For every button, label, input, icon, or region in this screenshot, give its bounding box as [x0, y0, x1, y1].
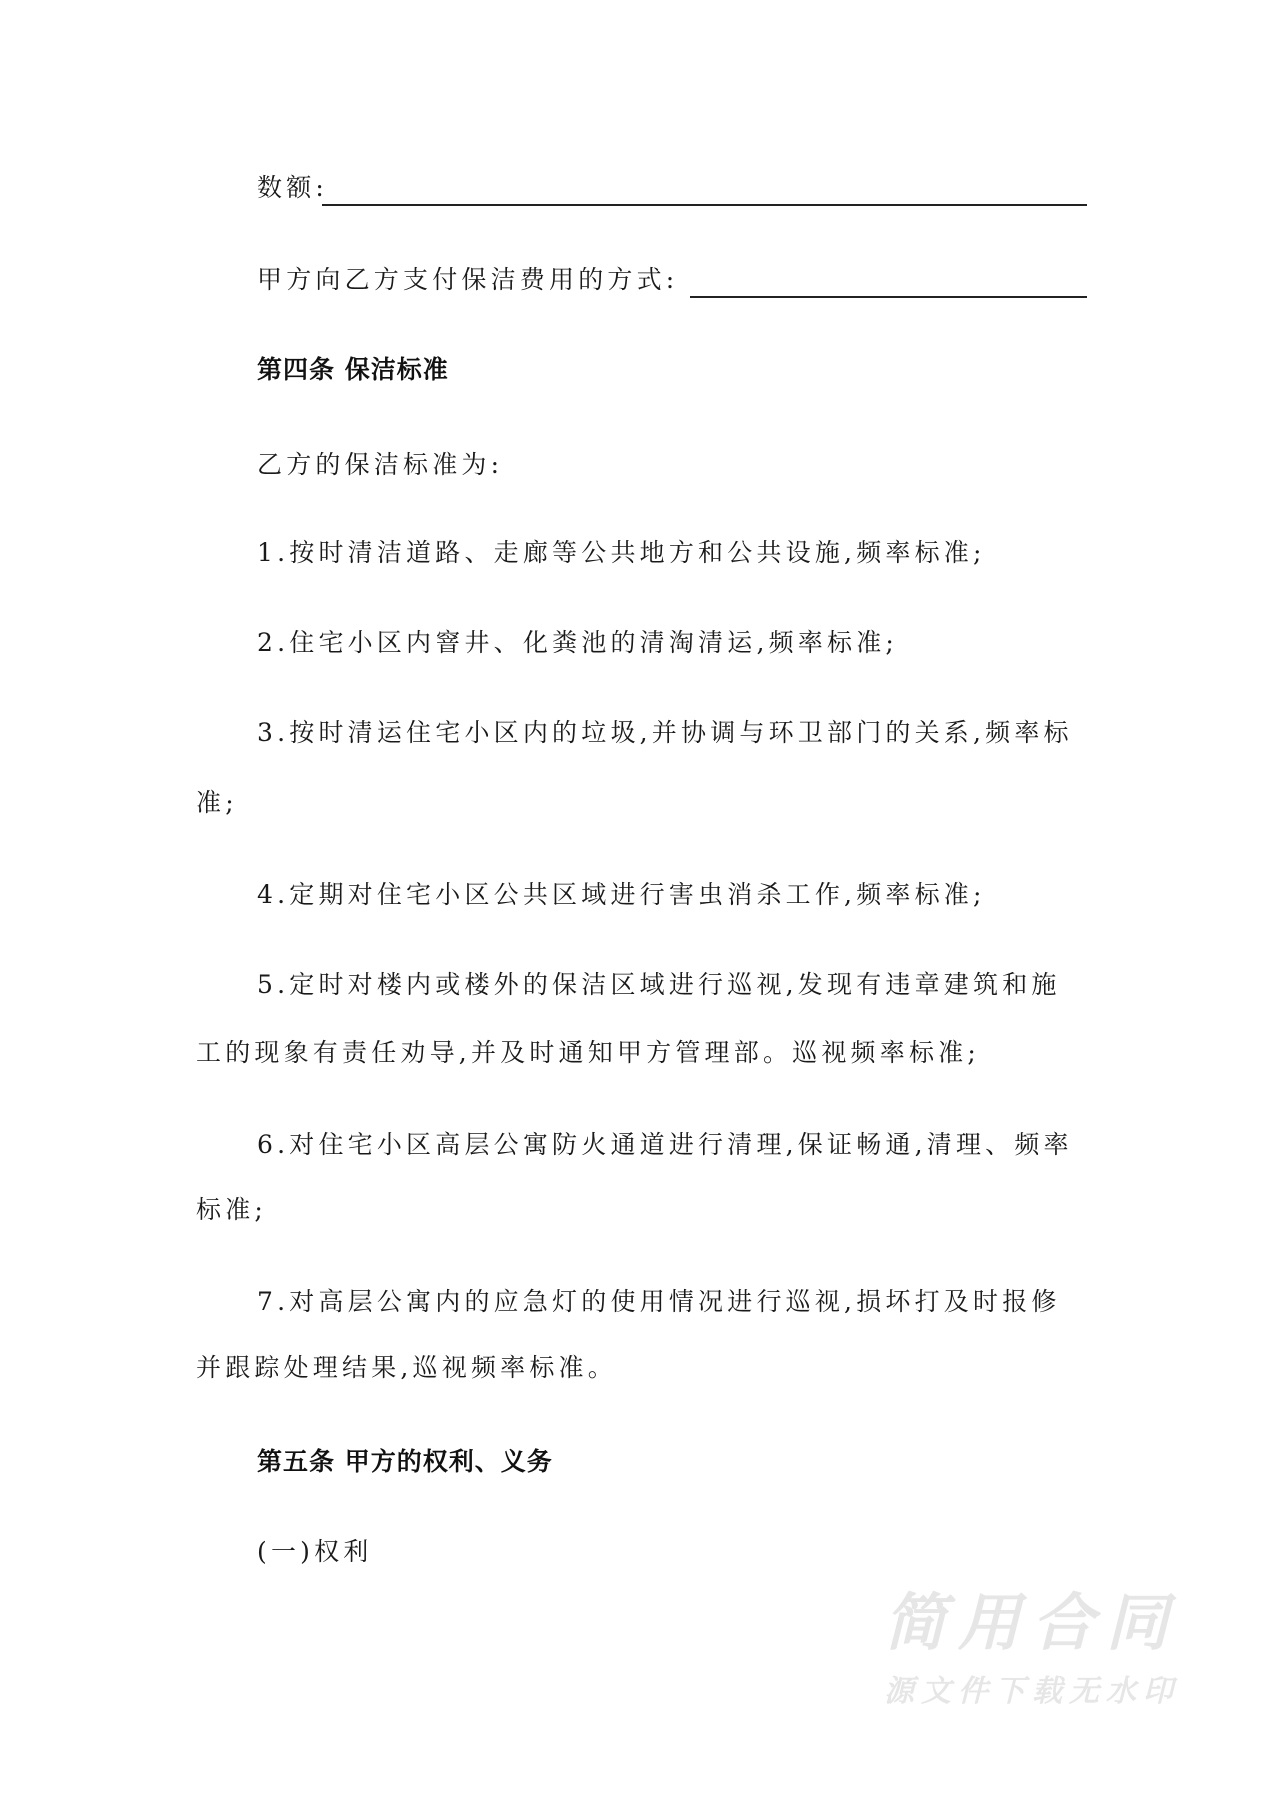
standard-item-7-cont: 并跟踪处理结果,巡视频率标准。	[196, 1353, 617, 1382]
standard-item-6: 6.对住宅小区高层公寓防火通道进行清理,保证畅通,清理、频率	[257, 1130, 1073, 1159]
watermark-title: 简用合同	[884, 1586, 1181, 1659]
article-5-heading: 第五条 甲方的权利、义务	[257, 1447, 553, 1476]
amount-blank-line	[322, 204, 1087, 206]
payment-method-blank-line	[690, 296, 1087, 298]
standard-item-6-cont: 标准;	[196, 1195, 268, 1224]
standard-item-3: 3.按时清运住宅小区内的垃圾,并协调与环卫部门的关系,频率标	[257, 718, 1073, 747]
article-4-heading: 第四条 保洁标准	[257, 355, 449, 384]
standard-item-2: 2.住宅小区内窨井、化粪池的清淘清运,频率标准;	[257, 628, 899, 657]
amount-label: 数额:	[257, 173, 329, 202]
standard-item-5: 5.定时对楼内或楼外的保洁区域进行巡视,发现有违章建筑和施	[257, 970, 1061, 999]
standard-item-3-cont: 准;	[196, 788, 238, 817]
standard-item-5-cont: 工的现象有责任劝导,并及时通知甲方管理部。巡视频率标准;	[196, 1038, 980, 1067]
standard-item-4: 4.定期对住宅小区公共区域进行害虫消杀工作,频率标准;	[257, 880, 986, 909]
standard-item-1: 1.按时清洁道路、走廊等公共地方和公共设施,频率标准;	[257, 538, 986, 567]
standard-item-7: 7.对高层公寓内的应急灯的使用情况进行巡视,损坏打及时报修	[257, 1287, 1061, 1316]
payment-method-label: 甲方向乙方支付保洁费用的方式:	[257, 265, 679, 294]
article-4-intro: 乙方的保洁标准为:	[257, 450, 504, 479]
article-5-subheading-rights: (一)权利	[257, 1537, 373, 1566]
watermark-subtitle: 源文件下载无水印	[884, 1674, 1180, 1709]
